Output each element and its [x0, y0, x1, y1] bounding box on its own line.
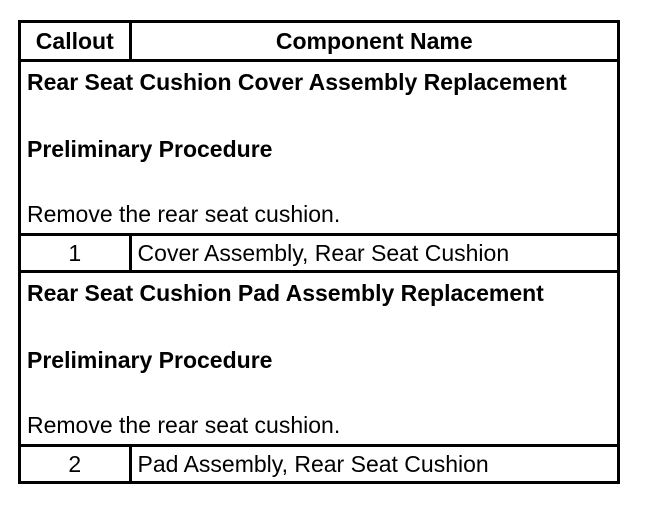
callout-cell: 2: [20, 446, 131, 483]
table-header-row: [20, 22, 619, 61]
section-cell: [20, 61, 619, 235]
section-row: [20, 61, 619, 235]
section-title: Rear Seat Cushion Cover Assembly Replacement: [27, 69, 567, 95]
section-row: [20, 272, 619, 446]
section-instruction: Remove the rear seat cushion.: [27, 412, 341, 438]
component-name-cell: Pad Assembly, Rear Seat Cushion: [130, 446, 618, 483]
table-row: [20, 446, 619, 483]
component-table: [18, 20, 620, 484]
header-component-name: Component Name: [130, 22, 618, 61]
component-name-cell: Cover Assembly, Rear Seat Cushion: [130, 235, 618, 272]
table-row: [20, 235, 619, 272]
section-title: Rear Seat Cushion Pad Assembly Replacement: [27, 280, 544, 306]
section-instruction: Remove the rear seat cushion.: [27, 201, 341, 227]
callout-cell: 1: [20, 235, 131, 272]
section-cell: [20, 272, 619, 446]
header-callout: Callout: [20, 22, 131, 61]
section-subtitle: Preliminary Procedure: [27, 347, 273, 373]
section-subtitle: Preliminary Procedure: [27, 136, 273, 162]
